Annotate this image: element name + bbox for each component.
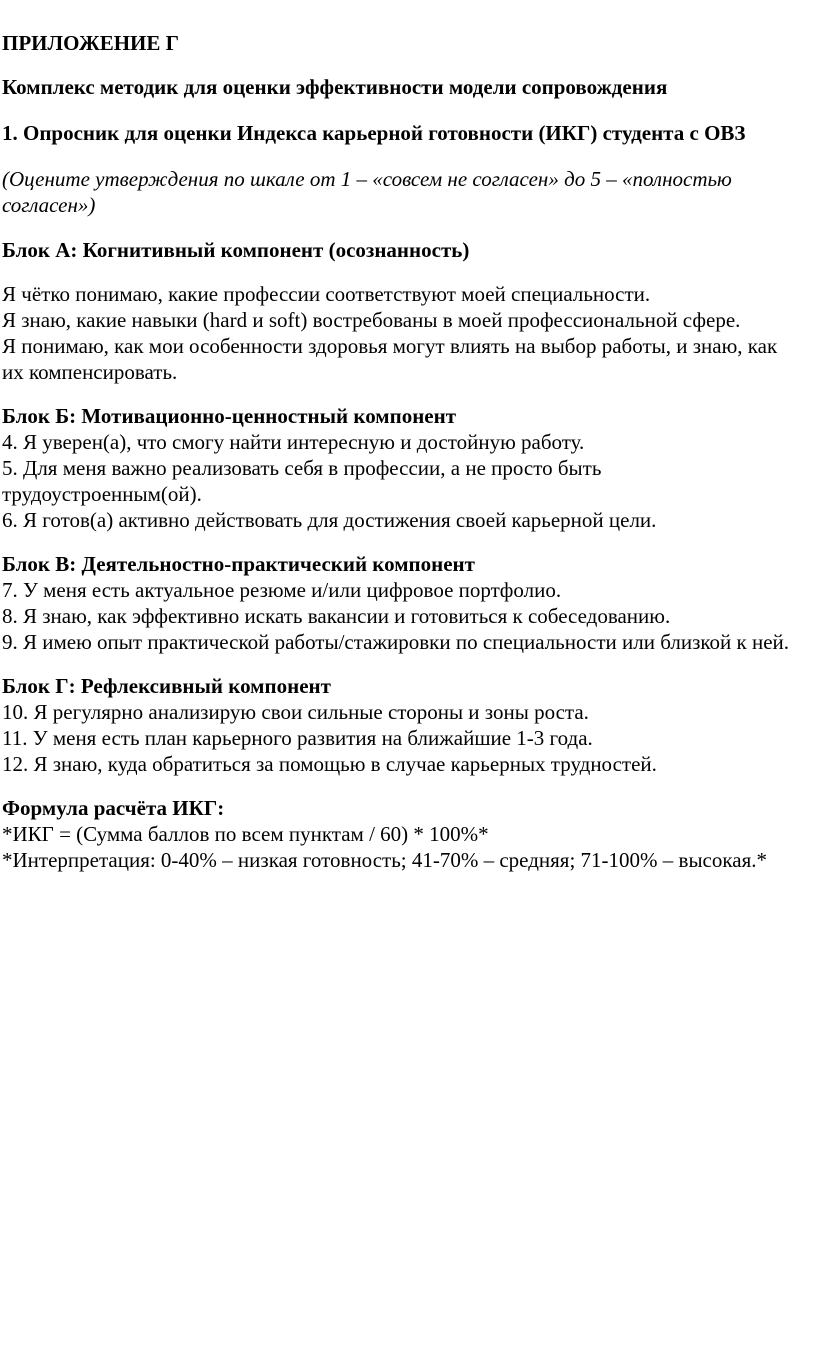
block-b [2, 403, 798, 533]
block-a-title: Блок А: Когнитивный компонент (осознанность) [2, 238, 470, 262]
formula-section [2, 795, 798, 873]
block-a-item-2: Я знаю, какие навыки (hard и soft) востребованы в моей профессиональной сфере. [2, 308, 741, 332]
document-page [0, 30, 798, 873]
formula-title: Формула расчёта ИКГ: [2, 796, 225, 820]
block-v-item-7: 7. У меня есть актуальное резюме и/или цифровое портфолио. [2, 578, 562, 602]
block-b-item-5: 5. Для меня важно реализовать себя в профессии, а не просто быть трудоустроенным(ой). [2, 456, 602, 506]
block-b-title: Блок Б: Мотивационно-ценностный компонент [2, 404, 457, 428]
instruction-text: (Оцените утверждения по шкале от 1 – «совсем не согласен» до 5 – «полностью согласен») [2, 167, 732, 217]
block-g-item-10: 10. Я регулярно анализирую свои сильные стороны и зоны роста. [2, 700, 589, 724]
block-v [2, 551, 798, 655]
complex-title: Комплекс методик для оценки эффективности модели сопровождения [2, 75, 668, 99]
appendix-title: ПРИЛОЖЕНИЕ Г [2, 31, 180, 55]
block-b-item-6: 6. Я готов(а) активно действовать для достижения своей карьерной цели. [2, 508, 657, 532]
block-a-item-1: Я чётко понимаю, какие профессии соответствуют моей специальности. [2, 282, 651, 306]
formula-interpretation: *Интерпретация: 0-40% – низкая готовность; 41-70% – средняя; 71-100% – высокая.* [2, 848, 767, 872]
block-v-item-8: 8. Я знаю, как эффективно искать вакансии и готовиться к собеседованию. [2, 604, 671, 628]
block-g-item-11: 11. У меня есть план карьерного развития на ближайшие 1-3 года. [2, 726, 593, 750]
block-g [2, 673, 798, 777]
block-a [2, 237, 798, 385]
block-g-title: Блок Г: Рефлексивный компонент [2, 674, 331, 698]
block-v-item-9: 9. Я имею опыт практической работы/стажировки по специальности или близкой к ней. [2, 630, 790, 654]
block-a-item-3: Я понимаю, как мои особенности здоровья могут влиять на выбор работы, и знаю, как их компенсировать. [2, 334, 778, 384]
block-v-title: Блок В: Деятельностно-практический компонент [2, 552, 475, 576]
questionnaire-title: 1. Опросник для оценки Индекса карьерной готовности (ИКГ) студента с ОВЗ [2, 121, 746, 145]
block-g-item-12: 12. Я знаю, куда обратиться за помощью в случае карьерных трудностей. [2, 752, 657, 776]
formula-expression: *ИКГ = (Сумма баллов по всем пунктам / 60) * 100%* [2, 822, 489, 846]
block-b-item-4: 4. Я уверен(а), что смогу найти интересную и достойную работу. [2, 430, 585, 454]
